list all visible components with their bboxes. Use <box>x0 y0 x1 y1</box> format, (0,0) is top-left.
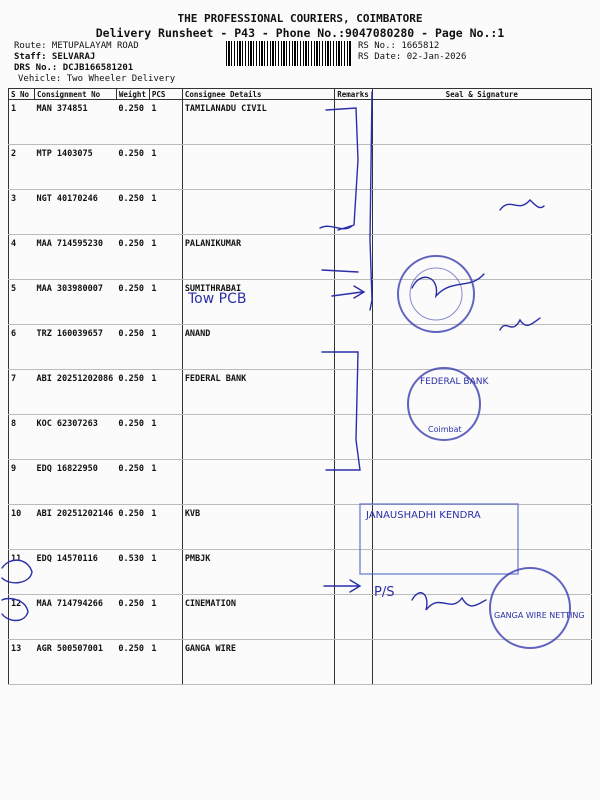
federal-bank-stamp-sub: Coimbat <box>428 425 462 434</box>
remark-bracket-3 <box>322 352 360 470</box>
remark-bracket-4 <box>320 226 364 298</box>
row-pcs: 1 <box>149 145 182 190</box>
row-weight: 0.250 <box>116 505 149 550</box>
row-consignment-no: NGT 40170246 <box>34 190 116 235</box>
row-consignment-no: MAA 303980007 <box>34 280 116 325</box>
vehicle-label: Vehicle: Two Wheeler Delivery <box>18 74 176 84</box>
row-weight: 0.250 <box>116 235 149 280</box>
route-label: Route: METUPALAYAM ROAD <box>14 41 139 51</box>
runsheet-subtitle: Delivery Runsheet - P43 - Phone No.:9047080280 - Page No.:1 <box>95 26 505 40</box>
row-sno: 1 <box>9 100 35 145</box>
remark-bracket-1 <box>326 108 358 230</box>
row-sno: 7 <box>9 370 35 415</box>
ganga-wire-stamp-text: GANGA WIRE NETTING <box>494 611 585 620</box>
federal-bank-stamp <box>408 368 489 440</box>
row-consignee: KVB <box>182 505 334 550</box>
row-consignee: PALANIKUMAR <box>182 235 334 280</box>
signature-scribble <box>412 593 486 610</box>
row-consignee: ANAND <box>182 325 334 370</box>
rs-number: RS No.: 1665812 <box>358 41 440 51</box>
row-weight: 0.250 <box>116 595 149 640</box>
staff-label: Staff: SELVARAJ <box>14 52 96 62</box>
row-consignment-no: KOC 62307263 <box>34 415 116 460</box>
row-consignment-no: EDQ 14570116 <box>34 550 116 595</box>
janaushadhi-stamp-text: JANAUSHADHI KENDRA <box>366 510 481 521</box>
row5-handwritten-note: Tow PCB <box>188 291 247 307</box>
row-weight: 0.250 <box>116 415 149 460</box>
row-pcs: 1 <box>149 460 182 505</box>
row-weight: 0.530 <box>116 550 149 595</box>
row-consignment-no: EDQ 16822950 <box>34 460 116 505</box>
row-sno: 9 <box>9 460 35 505</box>
row-pcs: 1 <box>149 505 182 550</box>
row-pcs: 1 <box>149 280 182 325</box>
row-pcs: 1 <box>149 595 182 640</box>
ganga-wire-stamp <box>490 568 585 648</box>
row-sno: 2 <box>9 145 35 190</box>
signature-scribble-3 <box>500 200 544 210</box>
row-consignee: FEDERAL BANK <box>182 370 334 415</box>
row-sno: 4 <box>9 235 35 280</box>
row12-circle <box>2 560 32 583</box>
row-consignment-no: AGR 500507001 <box>34 640 116 685</box>
row-weight: 0.250 <box>116 100 149 145</box>
col-consignment-header: Consignment No <box>34 89 116 100</box>
row-sno: 13 <box>9 640 35 685</box>
row-consignment-no: ABI 20251202086 <box>34 370 116 415</box>
rs-date: RS Date: 02-Jan-2026 <box>358 52 467 62</box>
row-sno: 6 <box>9 325 35 370</box>
row-consignee: TAMILANADU CIVIL <box>182 100 334 145</box>
row-weight: 0.250 <box>116 190 149 235</box>
row-pcs: 1 <box>149 415 182 460</box>
federal-bank-stamp-text: FEDERAL BANK <box>420 377 489 387</box>
row-weight: 0.250 <box>116 640 149 685</box>
row-weight: 0.250 <box>116 460 149 505</box>
drs-number: DRS No.: DCJB166581201 <box>14 63 134 73</box>
company-title: THE PROFESSIONAL COURIERS, COIMBATORE <box>177 12 423 25</box>
row-consignment-no: MAA 714595230 <box>34 235 116 280</box>
row12-handwritten-note: P/S <box>374 585 395 600</box>
row-pcs: 1 <box>149 235 182 280</box>
row-consignee: SUMITHRABAI <box>182 280 334 325</box>
row-weight: 0.250 <box>116 280 149 325</box>
row-consignee: PMBJK <box>182 550 334 595</box>
row-pcs: 1 <box>149 550 182 595</box>
row-sno: 10 <box>9 505 35 550</box>
janaushadhi-stamp <box>360 504 518 574</box>
row-sno: 11 <box>9 550 35 595</box>
row13-circle <box>2 599 28 621</box>
row-consignee: GANGA WIRE <box>182 640 334 685</box>
row-sno: 5 <box>9 280 35 325</box>
row-pcs: 1 <box>149 100 182 145</box>
row-pcs: 1 <box>149 640 182 685</box>
row-weight: 0.250 <box>116 145 149 190</box>
row-pcs: 1 <box>149 370 182 415</box>
row-pcs: 1 <box>149 325 182 370</box>
row-weight: 0.250 <box>116 370 149 415</box>
row-pcs: 1 <box>149 190 182 235</box>
row-consignment-no: ABI 20251202146 <box>34 505 116 550</box>
col-seal-header: Seal & Signature <box>372 89 592 100</box>
row-consignment-no: MAA 714794266 <box>34 595 116 640</box>
signature-scribble-4 <box>500 318 540 330</box>
col-weight-header: Weight <box>116 89 149 100</box>
row-consignment-no: TRZ 160039657 <box>34 325 116 370</box>
row-sno: 12 <box>9 595 35 640</box>
row-consignment-no: MAN 374851 <box>34 100 116 145</box>
col-consignee-header: Consignee Details <box>182 89 334 100</box>
row-weight: 0.250 <box>116 325 149 370</box>
remark-arrow-12 <box>324 580 360 592</box>
row-sno: 8 <box>9 415 35 460</box>
col-sno-header: S No <box>9 89 35 100</box>
col-remarks-header: Remarks <box>334 89 372 100</box>
row-consignment-no: MTP 1403075 <box>34 145 116 190</box>
row-consignee: CINEMATION <box>182 595 334 640</box>
remark-bracket-2 <box>370 92 372 310</box>
col-pcs-header: PCS <box>149 89 182 100</box>
row-sno: 3 <box>9 190 35 235</box>
